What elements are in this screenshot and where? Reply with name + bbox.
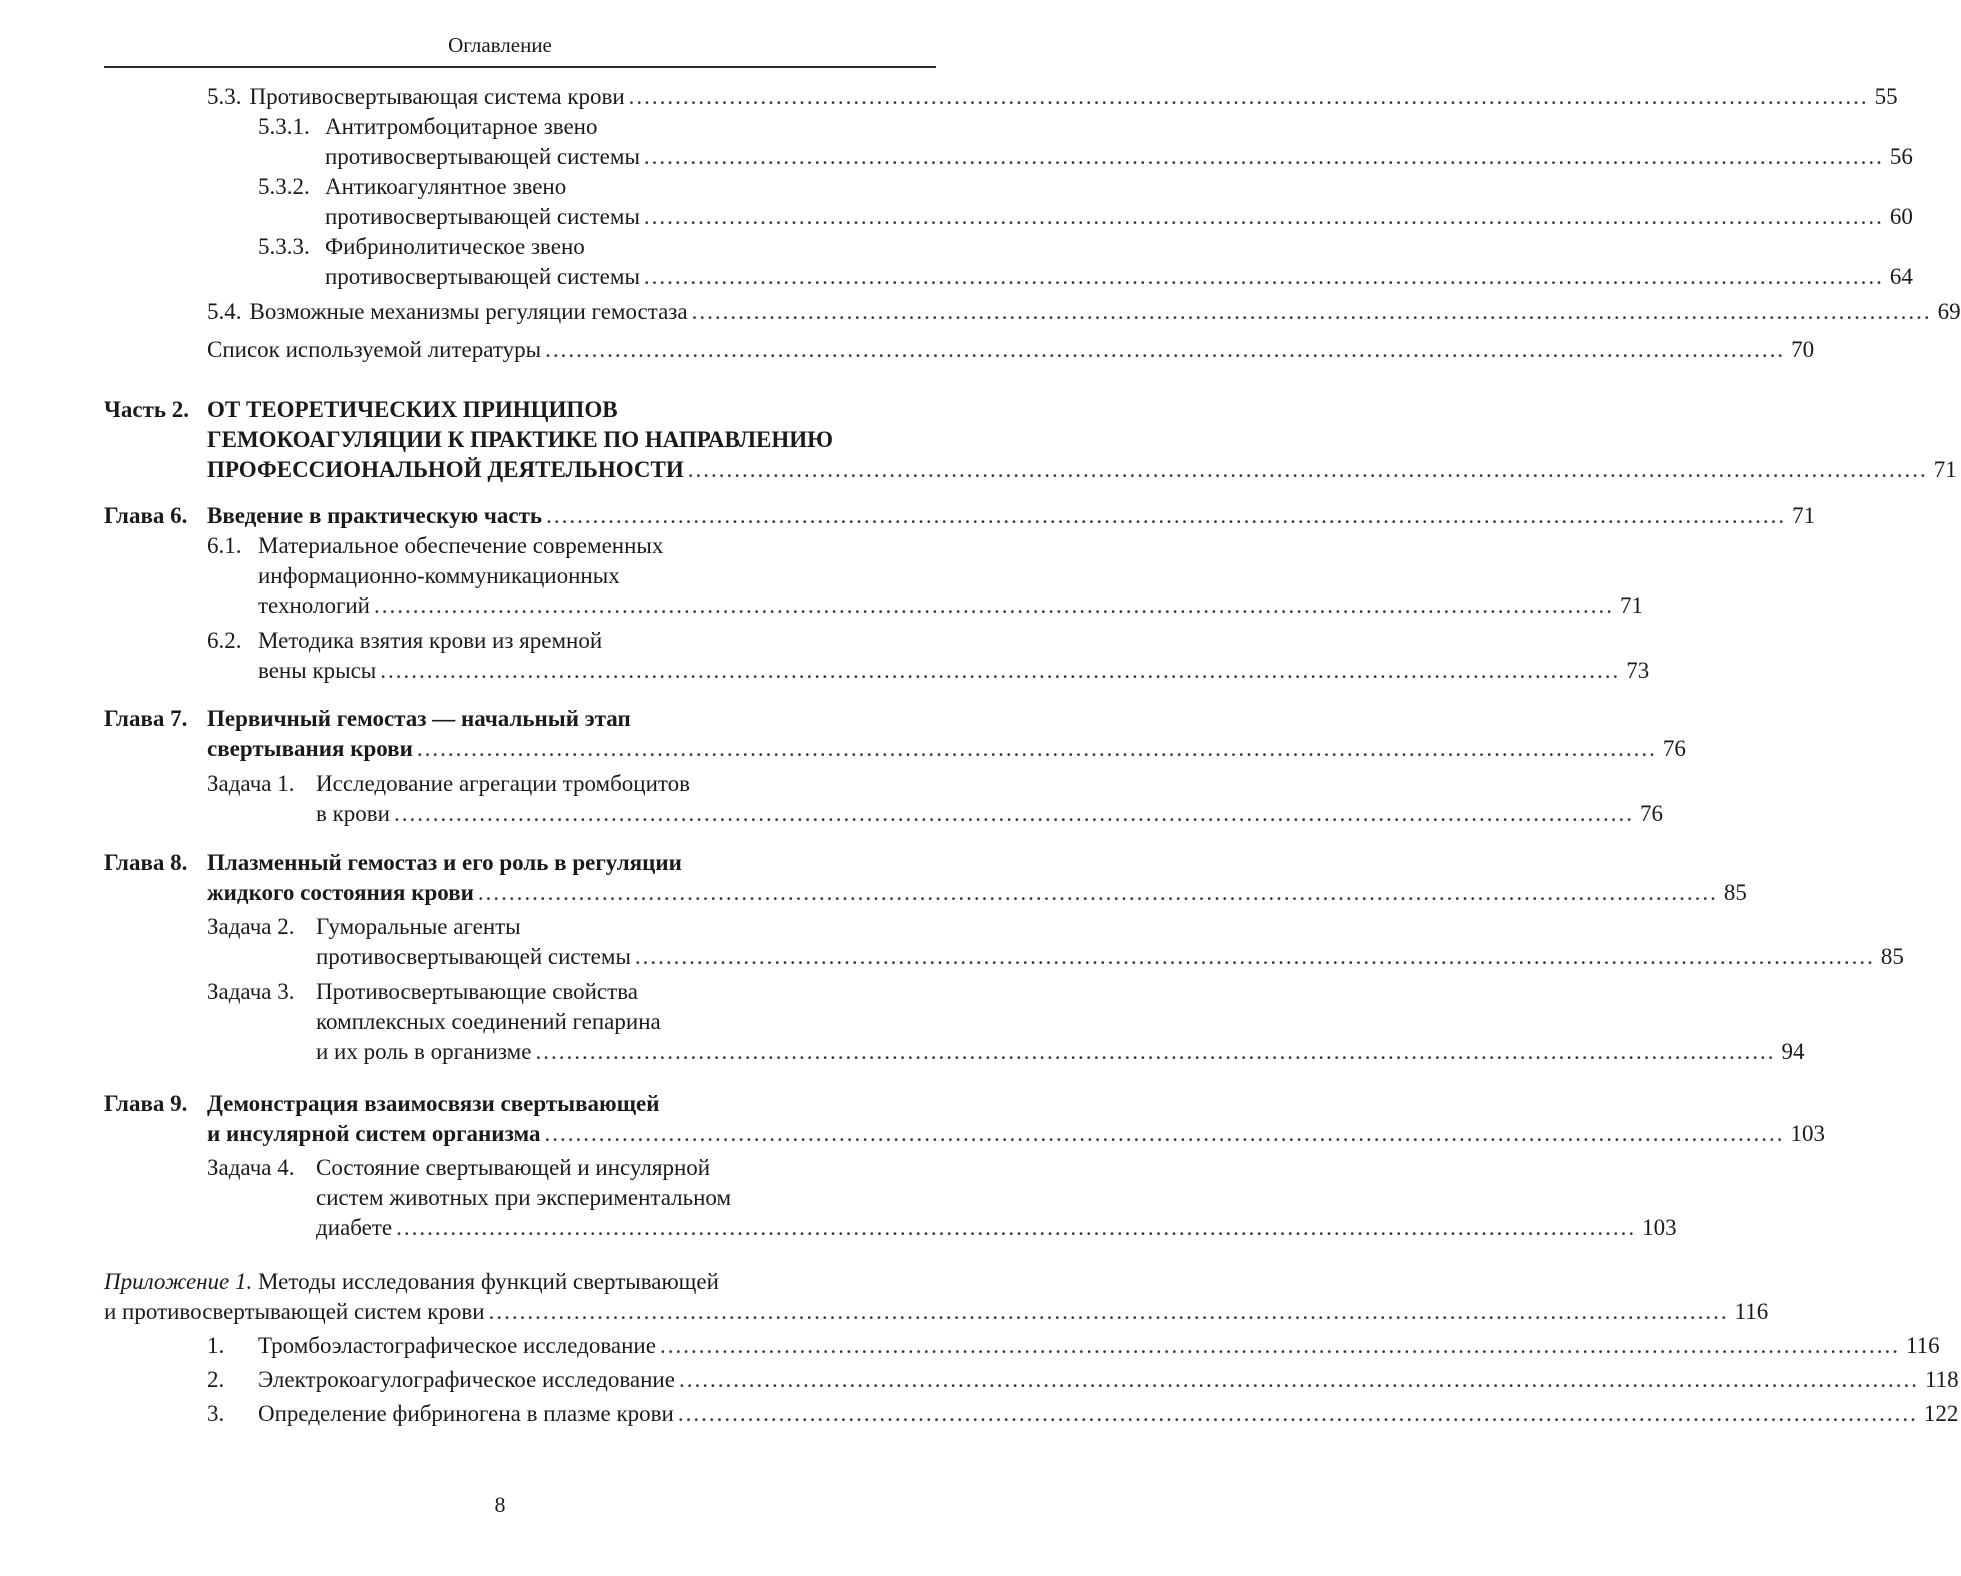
toc-page-number: 69 xyxy=(1937,299,1961,324)
running-header: Оглавление xyxy=(448,33,552,57)
toc-entry-title: Тромбоэластографическое исследование xyxy=(258,1333,656,1358)
toc-entry-chapter-7[interactable] xyxy=(0,704,1686,764)
toc-entry-title-line: Антитромбоцитарное звено xyxy=(325,114,598,139)
toc-entry-5-4[interactable] xyxy=(0,297,1961,327)
toc-page-number: 103 xyxy=(1642,1215,1677,1240)
toc-entry-title-line: ОТ ТЕОРЕТИЧЕСКИХ ПРИНЦИПОВ xyxy=(207,397,618,422)
leader-dots: ................................................................................................................................................................ xyxy=(477,880,1718,905)
toc-entry-chapter-6[interactable] xyxy=(0,501,1816,531)
toc-entry-title-line: Фибринолитическое звено xyxy=(325,234,585,259)
leader-dots: ................................................................................................................................................................ xyxy=(677,1401,1918,1426)
toc-entry-5-3-1[interactable] xyxy=(0,112,1913,172)
toc-page-number: 116 xyxy=(1905,1333,1940,1358)
toc-entry-title-line: и их роль в организме xyxy=(316,1039,532,1064)
toc-entry-title-line: Демонстрация взаимосвязи свертывающей xyxy=(207,1091,660,1116)
toc-page-number: 60 xyxy=(1889,204,1913,229)
leader-dots: ................................................................................................................................................................ xyxy=(691,299,1932,324)
toc-entry-title-line: комплексных соединений гепарина xyxy=(316,1009,661,1034)
toc-page-number: 122 xyxy=(1923,1401,1959,1426)
toc-entry-5-3[interactable] xyxy=(0,82,1898,112)
toc-entry-title: Введение в практическую часть xyxy=(207,503,543,528)
toc-page-number: 56 xyxy=(1889,144,1913,169)
toc-entry-chapter-9[interactable] xyxy=(0,1089,1825,1149)
leader-dots: ................................................................................................................................................................ xyxy=(628,84,1869,109)
header-rule xyxy=(104,66,936,68)
toc-entry-title-line: Противосвертывающие свойства xyxy=(316,979,638,1004)
toc-entry-literature[interactable] xyxy=(0,335,1815,365)
toc-entry-method-2[interactable] xyxy=(0,1365,1959,1395)
toc-entry-title-line: Исследование агрегации тромбоцитов xyxy=(316,771,690,796)
leader-dots: ................................................................................................................................................................ xyxy=(488,1299,1729,1324)
leader-dots: ................................................................................................................................................................ xyxy=(380,658,1621,683)
toc-entry-title: Противосвертывающая система крови xyxy=(249,84,625,109)
toc-entry-number: Задача 4. xyxy=(207,1155,295,1180)
toc-entry-method-1[interactable] xyxy=(0,1331,1940,1361)
leader-dots: ................................................................................................................................................................ xyxy=(634,944,1875,969)
toc-page-number: 76 xyxy=(1662,736,1686,761)
leader-dots: ................................................................................................................................................................ xyxy=(643,144,1884,169)
toc-page-number: 94 xyxy=(1781,1039,1805,1064)
toc-entry-title-line: Плазменный гемостаз и его роль в регуляции xyxy=(207,850,682,875)
toc-entry-title-line: Состояние свертывающей и инсулярной xyxy=(316,1155,711,1180)
leader-dots: ................................................................................................................................................................ xyxy=(535,1039,1776,1064)
toc-entry-title-line: систем животных при экспериментальном xyxy=(316,1185,732,1210)
toc-entry-title: Определение фибриногена в плазме крови xyxy=(258,1401,674,1426)
toc-entry-task-2[interactable] xyxy=(0,912,1904,972)
page-number: 8 xyxy=(494,1492,506,1517)
toc-entry-title-line: противосвертывающей системы xyxy=(325,264,640,289)
toc-entry-title-line: противосвертывающей системы xyxy=(325,204,640,229)
toc-entry-method-3[interactable] xyxy=(0,1399,1959,1429)
toc-entry-number: 5.3.2. xyxy=(258,174,310,199)
leader-dots: ................................................................................................................................................................ xyxy=(416,736,1657,761)
leader-dots: ................................................................................................................................................................ xyxy=(545,337,1786,362)
toc-entry-title: Электрокоагулографическое исследование xyxy=(258,1367,675,1392)
toc-entry-6-1[interactable] xyxy=(0,531,1643,621)
toc-entry-number: Задача 2. xyxy=(207,914,295,939)
toc-entry-task-1[interactable] xyxy=(0,769,1663,829)
toc-page-number: 71 xyxy=(1933,457,1957,482)
toc-entry-title-line: ПРОФЕССИОНАЛЬНОЙ ДЕЯТЕЛЬНОСТИ xyxy=(207,457,684,482)
toc-page-number: 64 xyxy=(1889,264,1913,289)
leader-dots: ................................................................................................................................................................ xyxy=(659,1333,1900,1358)
toc-entry-title-line: технологий xyxy=(258,593,370,618)
toc-page-number: 55 xyxy=(1874,84,1898,109)
toc-entry-number: 1. xyxy=(207,1333,225,1358)
toc-page-number: 118 xyxy=(1924,1367,1959,1392)
toc-entry-title-line: информационно-коммуникационных xyxy=(258,563,620,588)
toc-entry-title-line: свертывания крови xyxy=(207,736,413,761)
toc-page-number: 103 xyxy=(1790,1121,1825,1146)
toc-appendix-label: Приложение 1. xyxy=(104,1269,253,1294)
toc-entry-number: 5.3.3. xyxy=(258,234,310,259)
leader-dots: ................................................................................................................................................................ xyxy=(687,457,1928,482)
leader-dots: ................................................................................................................................................................ xyxy=(544,1121,1785,1146)
leader-dots: ................................................................................................................................................................ xyxy=(643,264,1884,289)
toc-chapter-label: Глава 7. xyxy=(104,706,188,731)
toc-entry-title-line: Гуморальные агенты xyxy=(316,914,521,939)
toc-entry-task-3[interactable] xyxy=(0,977,1805,1067)
toc-entry-title-line: Материальное обеспечение современных xyxy=(258,533,664,558)
toc-chapter-label: Глава 6. xyxy=(104,503,188,528)
leader-dots: ................................................................................................................................................................ xyxy=(678,1367,1919,1392)
toc-page-number: 116 xyxy=(1734,1299,1769,1324)
toc-entry-title: Список используемой литературы xyxy=(207,337,542,362)
toc-chapter-label: Глава 9. xyxy=(104,1091,188,1116)
toc-page-number: 71 xyxy=(1792,503,1816,528)
toc-chapter-label: Глава 8. xyxy=(104,850,188,875)
toc-entry-title-line: диабете xyxy=(316,1215,393,1240)
toc-entry-title-line: противосвертывающей системы xyxy=(316,944,631,969)
toc-entry-title-line: вены крысы xyxy=(258,658,377,683)
toc-page-number: 71 xyxy=(1620,593,1643,618)
leader-dots: ................................................................................................................................................................ xyxy=(643,204,1884,229)
toc-entry-number: Задача 3. xyxy=(207,979,295,1004)
toc-page-number: 73 xyxy=(1626,658,1650,683)
leader-dots: ................................................................................................................................................................ xyxy=(396,1215,1637,1240)
toc-entry-title-line: жидкого состояния крови xyxy=(207,880,474,905)
toc-entry-number: 6.2. xyxy=(207,628,242,653)
toc-entry-part-2[interactable] xyxy=(0,395,1957,485)
toc-entry-6-2[interactable] xyxy=(0,626,1650,686)
toc-entry-title-line: и противосвертывающей систем крови xyxy=(104,1299,485,1324)
toc-page-number: 85 xyxy=(1723,880,1747,905)
toc-entry-title-line: Методы исследования функций свертывающей xyxy=(258,1269,719,1294)
toc-part-label: Часть 2. xyxy=(104,397,190,422)
toc-entry-number: 5.3. xyxy=(207,84,242,109)
toc-entry-number: 5.3.1. xyxy=(258,114,310,139)
table-of-contents xyxy=(0,82,1961,1429)
toc-entry-5-3-2[interactable] xyxy=(0,172,1913,232)
toc-entry-number: 3. xyxy=(207,1401,225,1426)
toc-entry-title-line: в крови xyxy=(316,801,390,826)
toc-entry-number: 2. xyxy=(207,1367,225,1392)
toc-page-number: 70 xyxy=(1791,337,1815,362)
toc-entry-number: 5.4. xyxy=(207,299,242,324)
toc-entry-title-line: и инсулярной систем организма xyxy=(207,1121,541,1146)
toc-page-number: 76 xyxy=(1639,801,1663,826)
toc-entry-title-line: противосвертывающей системы xyxy=(325,144,640,169)
toc-entry-task-4[interactable] xyxy=(0,1153,1677,1243)
toc-entry-title-line: Антикоагулянтное звено xyxy=(325,174,567,199)
toc-entry-title-line: Методика взятия крови из яремной xyxy=(258,628,603,653)
toc-entry-title-line: Первичный гемостаз — начальный этап xyxy=(207,706,631,731)
toc-entry-title: Возможные механизмы регуляции гемостаза xyxy=(249,299,688,324)
toc-entry-title-line: ГЕМОКОАГУЛЯЦИИ К ПРАКТИКЕ ПО НАПРАВЛЕНИЮ xyxy=(207,427,834,452)
toc-entry-number: Задача 1. xyxy=(207,771,295,796)
leader-dots: ................................................................................................................................................................ xyxy=(374,593,1614,618)
toc-entry-chapter-8[interactable] xyxy=(0,848,1747,908)
toc-entry-appendix-1[interactable] xyxy=(0,1267,1769,1327)
toc-entry-number: 6.1. xyxy=(207,533,242,558)
toc-entry-5-3-3[interactable] xyxy=(0,232,1913,292)
toc-page-number: 85 xyxy=(1880,944,1904,969)
leader-dots: ................................................................................................................................................................ xyxy=(393,801,1634,826)
leader-dots: ................................................................................................................................................................ xyxy=(546,503,1787,528)
